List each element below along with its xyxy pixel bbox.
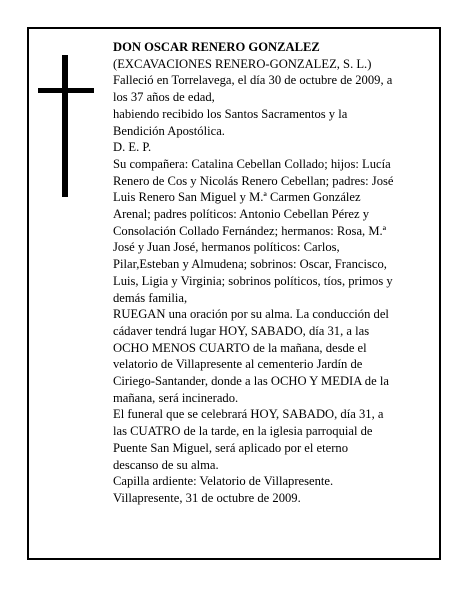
- text-line: los 37 años de edad,: [113, 90, 215, 105]
- text-line: Puente San Miguel, será aplicado por el eterno: [113, 440, 349, 455]
- text-line: Villapresente, 31 de octubre de 2009.: [113, 490, 301, 505]
- text-line: OCHO MENOS CUARTO de la mañana, desde el: [113, 340, 367, 355]
- text-line: Capilla ardiente: Velatorio de Villapresente.: [113, 474, 334, 489]
- sacraments-paragraph: [113, 106, 421, 139]
- text-line: Ciriego-Santander, donde a las OCHO Y MEDIA de la: [113, 374, 389, 389]
- cross-icon: [38, 55, 94, 197]
- text-line: RUEGAN una oración por su alma. La conducción del: [113, 307, 389, 322]
- text-line: demás familia,: [113, 290, 188, 305]
- text-line: las CUATRO de la tarde, en la iglesia parroquial de: [113, 424, 373, 439]
- place-and-date: [113, 490, 421, 507]
- text-line: Pilar,Esteban y Almudena; sobrinos: Oscar, Francisco,: [113, 257, 387, 272]
- text-line: Luis Renero San Miguel y M.ª Carmen González: [113, 190, 361, 205]
- text-line: Bendición Apostólica.: [113, 123, 225, 138]
- cross-horizontal-bar: [38, 88, 94, 93]
- family-paragraph: [113, 156, 421, 306]
- text-line: D. E. P.: [113, 140, 152, 155]
- text-line: El funeral que se celebrará HOY, SABADO, día 31, a: [113, 407, 384, 422]
- text-line: mañana, será incinerado.: [113, 390, 239, 405]
- text-line: Consolación Collado Fernández; hermanos: Rosa, M.ª: [113, 223, 387, 238]
- procession-paragraph: [113, 306, 421, 406]
- text-line: cádaver tendrá lugar HOY, SABADO, día 31, a las: [113, 323, 370, 338]
- text-line: Arenal; padres políticos: Antonio Cebellan Pérez y: [113, 207, 370, 222]
- text-line: Su compañera: Catalina Cebellan Collado; hijos: Lucía: [113, 156, 391, 171]
- text-line: habiendo recibido los Santos Sacramentos y la: [113, 106, 348, 121]
- wake-location: [113, 473, 421, 490]
- funeral-paragraph: [113, 406, 421, 473]
- text-line: Renero de Cos y Nicolás Renero Cebellan; padres: José: [113, 173, 394, 188]
- text-line: descanso de su alma.: [113, 457, 219, 472]
- death-announcement: [113, 72, 421, 105]
- rip-line: [113, 139, 421, 156]
- text-line: velatorio de Villapresente al cementerio Jardín de: [113, 357, 363, 372]
- text-line: Falleció en Torrelavega, el día 30 de octubre de 2009, a: [113, 73, 393, 88]
- cross-vertical-bar: [62, 55, 68, 197]
- text-line: José y Juan José, hermanos políticos: Carlos,: [113, 240, 340, 255]
- text-line: Luis, Ligia y Virginia; sobrinos políticos, tíos, primos y: [113, 273, 393, 288]
- company-name: (EXCAVACIONES RENERO-GONZALEZ, S. L.): [113, 56, 372, 71]
- deceased-name: DON OSCAR RENERO GONZALEZ: [113, 40, 320, 54]
- obituary-text: [113, 39, 421, 507]
